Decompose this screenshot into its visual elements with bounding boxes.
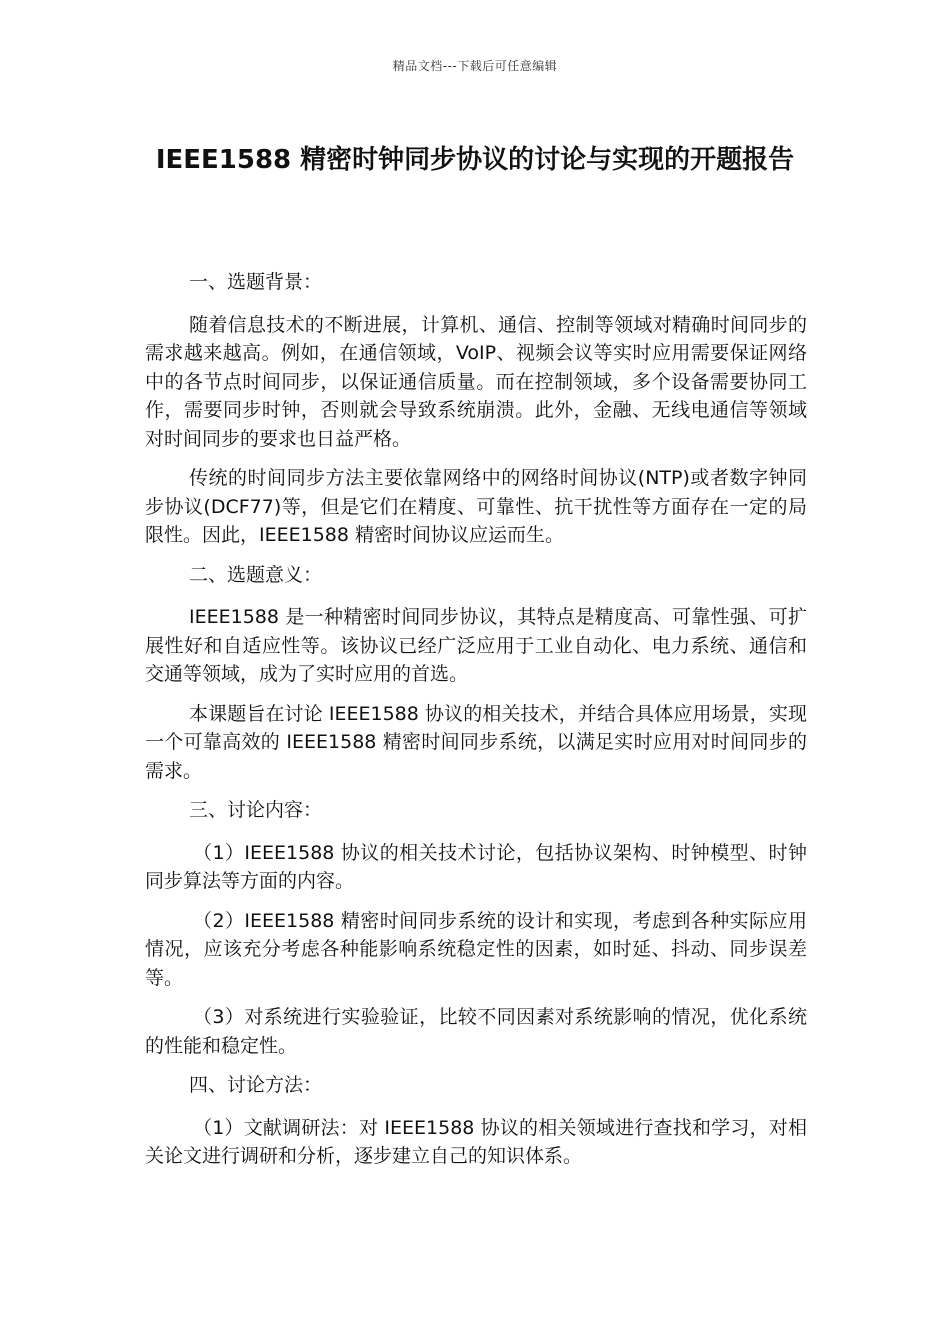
- section-heading-method: 四、讨论方法：: [189, 1074, 323, 1096]
- section-heading-background: 一、选题背景：: [189, 271, 323, 293]
- paragraph-background-2: 传统的时间同步方法主要依靠网络中的网络时间协议(NTP)或者数字钟同步协议(DCF77)等，但是它们在精度、可靠性、抗干扰性等方面存在一定的局限性。因此，IEEE1588 精密时间协议应运而生。: [145, 467, 807, 546]
- list-item-content-1: （1）IEEE1588 协议的相关技术讨论，包括协议架构、时钟模型、时钟同步算法等方面的内容。: [145, 841, 807, 892]
- document-body: [145, 268, 807, 1182]
- list-item-method-1: （1）文献调研法：对 IEEE1588 协议的相关领域进行查找和学习，对相关论文进行调研和分析，逐步建立自己的知识体系。: [145, 1116, 807, 1167]
- page-header: 精品文档---下载后可任意编辑: [392, 59, 558, 73]
- list-item-content-3: （3）对系统进行实验验证，比较不同因素对系统影响的情况，优化系统的性能和稳定性。: [145, 1006, 807, 1057]
- section-heading-significance: 二、选题意义：: [189, 563, 323, 586]
- paragraph-significance-1: IEEE1588 是一种精密时间同步协议，其特点是精度高、可靠性强、可扩展性好和自适应性等。该协议已经广泛应用于工业自动化、电力系统、通信和交通等领域，成为了实时应用的首选。: [145, 606, 807, 685]
- section-heading-content: 三、讨论内容：: [189, 799, 323, 821]
- list-item-content-2: （2）IEEE1588 精密时间同步系统的设计和实现，考虑到各种实际应用情况，应该充分考虑各种能影响系统稳定性的因素，如时延、抖动、同步误差等。: [145, 909, 807, 989]
- paragraph-significance-2: 本课题旨在讨论 IEEE1588 协议的相关技术，并结合具体应用场景，实现一个可靠高效的 IEEE1588 精密时间同步系统，以满足实时应用对时间同步的需求。: [145, 702, 807, 782]
- document-title: IEEE1588 精密时钟同步协议的讨论与实现的开题报告: [155, 145, 795, 175]
- paragraph-background-1: 随着信息技术的不断进展，计算机、通信、控制等领域对精确时间同步的需求越来越高。例如，在通信领域，VoIP、视频会议等实时应用需要保证网络中的各节点时间同步，以保证通信质量。而在控制领域，多个设备需要协同工作，需要同步时钟，否则就会导致系统崩溃。此外，金融、无线电通信等领域对时间同步的要求也日益严格。: [145, 313, 807, 450]
